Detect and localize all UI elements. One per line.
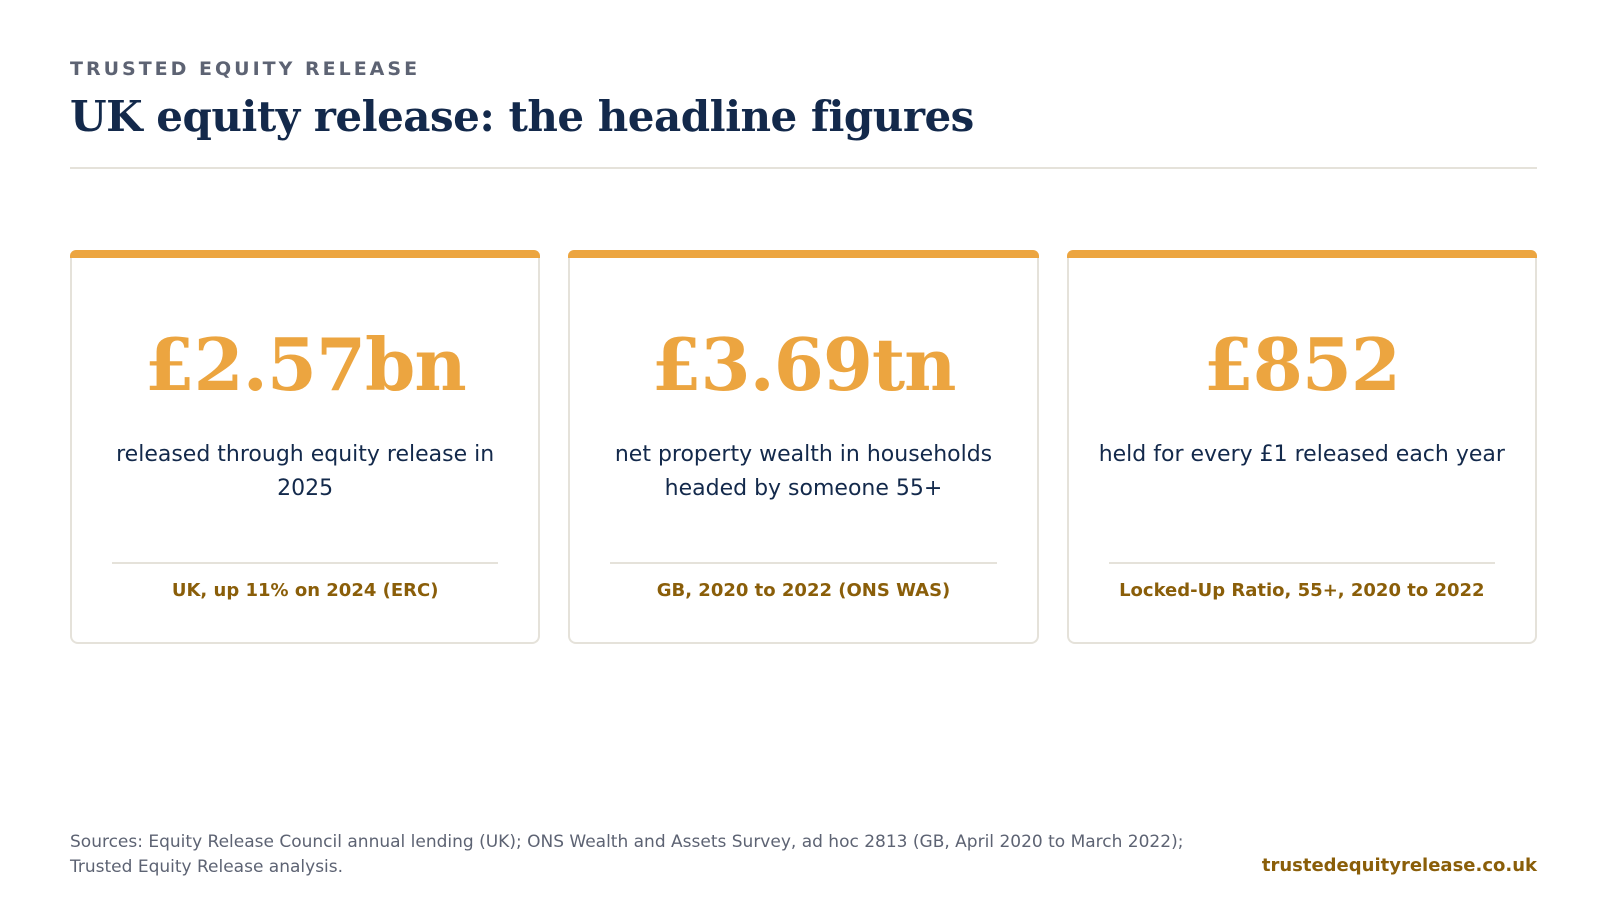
card-accent-bar (568, 250, 1038, 258)
stat-value: £3.69tn (651, 322, 956, 407)
stat-note: UK, up 11% on 2024 (ERC) (171, 580, 439, 601)
card-divider (610, 562, 996, 564)
stat-description: released through equity release in 2025 (116, 442, 495, 501)
sources-text: Sources: Equity Release Council annual lending (UK); ONS Wealth and Assets Survey, ad hoc 2813 (GB, April 2020 to March 2022); Trusted Equity Release analysis. (70, 832, 1184, 877)
website-link[interactable]: trustedequityrelease.co.uk (1261, 855, 1537, 876)
stat-value: £2.57bn (144, 322, 466, 407)
stat-value: £852 (1203, 322, 1401, 407)
card-divider (1109, 562, 1495, 564)
stat-note: GB, 2020 to 2022 (ONS WAS) (656, 580, 951, 601)
eyebrow-label: TRUSTED EQUITY RELEASE (70, 58, 421, 80)
stat-cards (70, 250, 1537, 644)
stat-card-locked-up-ratio (1067, 250, 1537, 644)
stat-card-property-wealth (568, 250, 1038, 644)
stat-description: held for every £1 released each year (1098, 442, 1505, 467)
card-accent-bar (1067, 250, 1537, 258)
stat-description: net property wealth in households headed by someone 55+ (614, 442, 993, 501)
header-divider (70, 167, 1537, 169)
stat-note: Locked-Up Ratio, 55+, 2020 to 2022 (1119, 580, 1485, 601)
card-accent-bar (70, 250, 540, 258)
card-divider (112, 562, 498, 564)
stat-card-released (70, 250, 540, 644)
page-title: UK equity release: the headline figures (70, 92, 974, 141)
